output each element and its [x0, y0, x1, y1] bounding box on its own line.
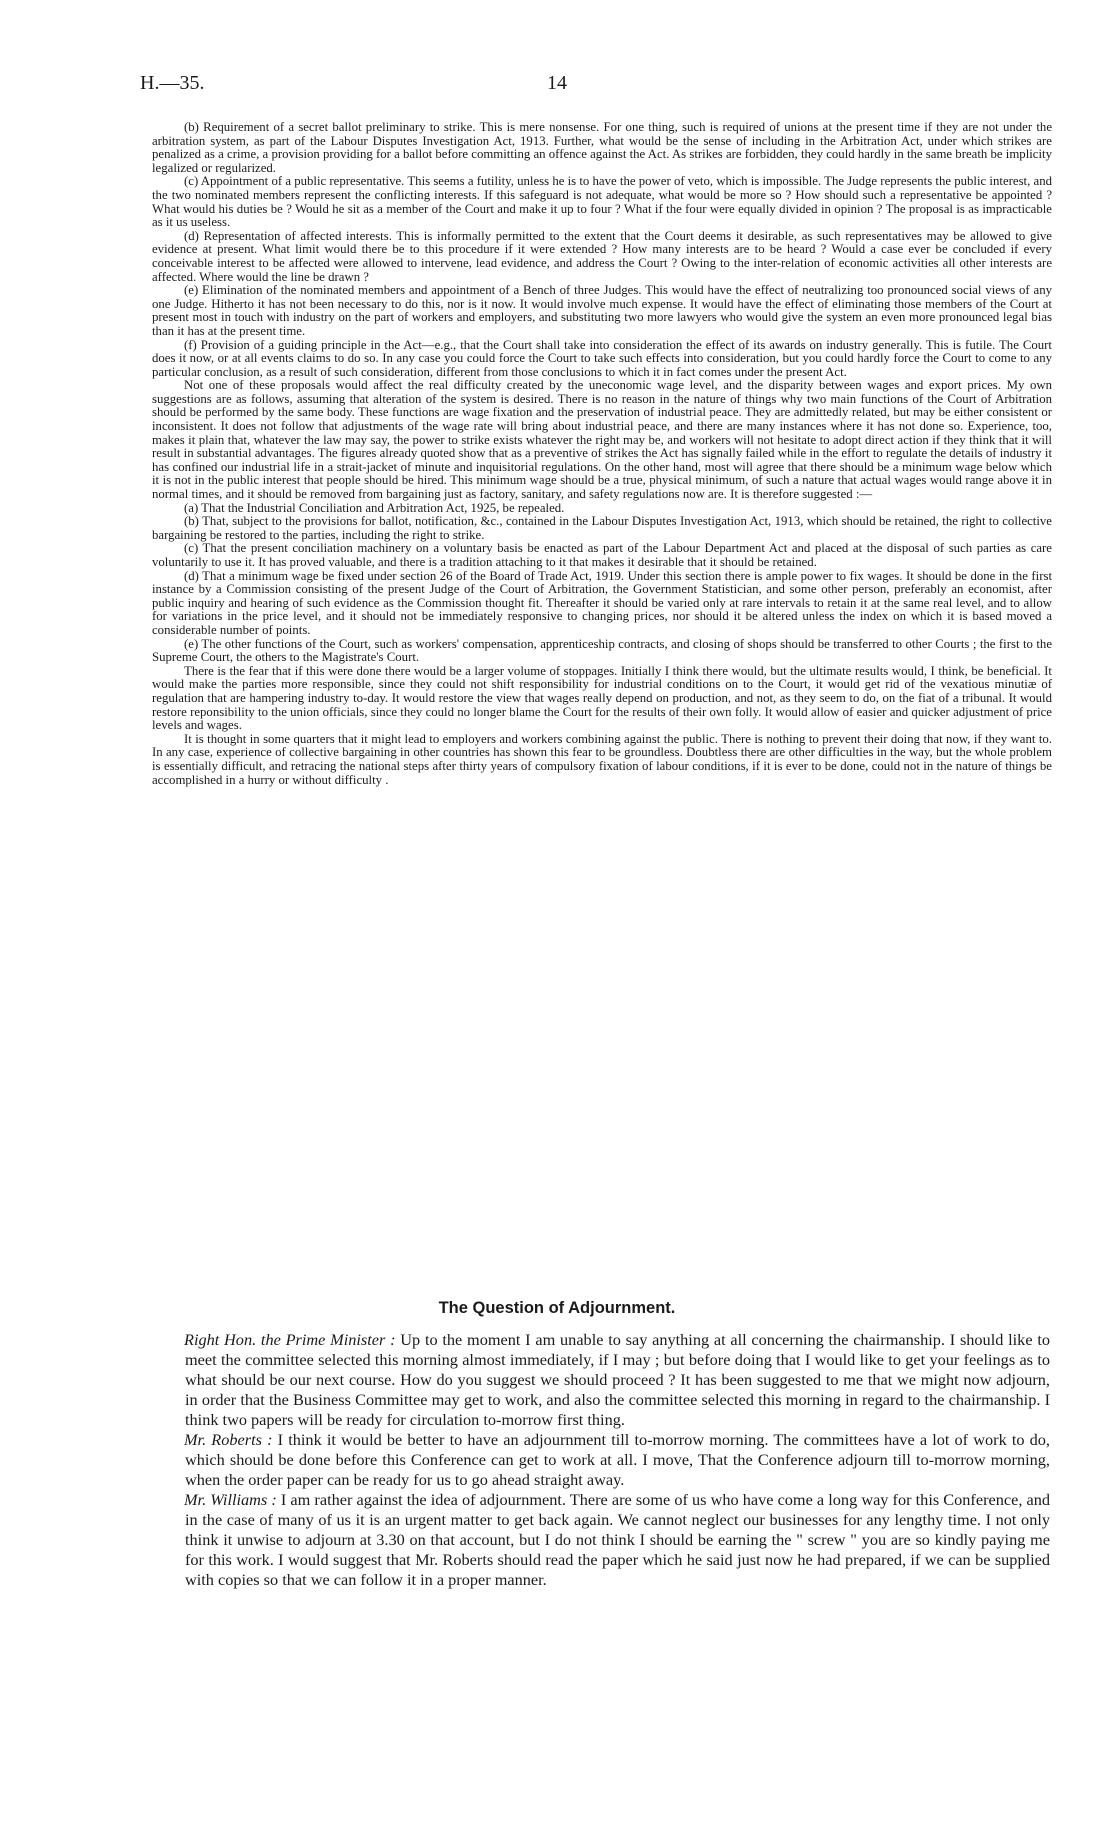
speaker-name: Mr. Williams : [184, 1490, 277, 1509]
paragraph: (e) Elimination of the nominated members and appointment of a Bench of three Judges. This would have the effect of neutralizing too pronounced social views of any one Judge. Hitherto it has not been necessary to do this, nor is it now. It would involve much expense. It would have the effect of eliminating those members of the Court at present most in touch with industry on the part of workers and employers, and substituting two more lawyers who would give the system an even more pronounced legal bias than it has at the present time. [152, 283, 1052, 338]
paragraph: (b) Requirement of a secret ballot preliminary to strike. This is mere nonsense. For one thing, such is required of unions at the present time if they are not under the arbitration system, as part of the Labour Disputes Investigation Act, 1913. Further, what would be the sense of including in the Arbitration Act, under which strikes are penalized as a crime, a provision providing for a ballot before committing an offence against the Act. As strikes are forbidden, they could hardly in the same breath be implicity legalized or regularized. [152, 120, 1052, 175]
document-reference: H.—35. [140, 72, 205, 94]
speech-text: I think it would be better to have an adjournment till to-morrow morning. The committees have a lot of work to do, which should be done before this Conference can get to work at all. I move, That the Conference adjourn till to-morrow morning, when the order paper can be ready for us to go ahead straight away. [185, 1430, 1051, 1489]
paragraph: (b) That, subject to the provisions for ballot, notification, &c., contained in the Labour Disputes Investigation Act, 1913, which should be retained, the right to collective bargaining be restored to the parties, including the right to strike. [152, 514, 1052, 542]
speech-text: I am rather against the idea of adjournment. There are some of us who have come a long way for this Conference, and in the case of many of us it is an urgent matter to get back again. We cannot neglect our businesses for any lengthy time. I not only think it unwise to adjourn at 3.30 on that account, but I do not think I should be earning the " screw " you are so kindly paying me for this work. I would suggest that Mr. Roberts should read the paper which he said just now he had prepared, if we can be supplied with copies so that we can follow it in a proper manner. [185, 1490, 1050, 1589]
speaker-name: Right Hon. the Prime Minister : [184, 1330, 396, 1349]
proceedings-body [185, 1330, 1050, 1590]
page-header [140, 72, 974, 102]
page-number: 14 [547, 72, 567, 94]
paragraph: (f) Provision of a guiding principle in the Act—e.g., that the Court shall take into consideration the effect of its awards on industry generally. This is futile. The Court does it now, or at all events claims to do so. In any case you could force the Court to take such effects into consideration, but you could hardly force the Court to come to any particular conclusion, as a result of such consideration, different from those conclusions to which it in fact comes under the present Act. [152, 337, 1052, 379]
speech-paragraph [185, 1430, 1050, 1490]
section-heading: The Question of Adjournment. [438, 1299, 676, 1317]
paragraph: Not one of these proposals would affect the real difficulty created by the uneconomic wage level, and the disparity between wages and export prices. My own suggestions are as follows, assuming that alteration of the system is desired. There is no reason in the nature of things why two main functions of the Court of Arbitration should be performed by the same body. These functions are wage fixation and the preservation of industrial peace. They are admittedly related, but may be either consistent or inconsistent. It does not follow that adjustments of the wage rate will bring about industrial peace, and there are many instances where it has not done so. Experience, too, makes it plain that, whatever the law may say, the power to strike exists whatever the right may be, and workers will not hesitate to adopt direct action if they think that it will result in substantial advantages. The figures already quoted show that as a preventive of strikes the Act has signally failed while in the effort to regulate the details of industry it has confined our industrial life in a strait-jacket of minute and inquisitorial regulations. On the other hand, most will agree that there should be a minimum wage below which it is not in the public interest that people should be hired. This minimum wage should be a true, physical minimum, of such a nature that actual wages would range above it in normal times, and it should be removed from bargaining just as factory, sanitary, and safety regulations now are. It is therefore suggested :— [152, 378, 1052, 502]
paragraph: (d) Representation of affected interests. This is informally permitted to the extent that the Court deems it desirable, as such representatives may be allowed to give evidence at present. What limit would there be to this procedure if it were extended ? How many interests are to be heard ? Would a case ever be concluded if every conceivable interest to be affected were allowed to intervene, lead evidence, and address the Court ? Owing to the inter-relation of economic activities all other interests are affected. Where would the line be drawn ? [152, 228, 1052, 284]
paragraph: (e) The other functions of the Court, such as workers' compensation, apprenticeship contracts, and closing of shops should be transferred to other Courts ; the first to the Supreme Court, the others to the Magistrate's Court. [152, 636, 1052, 665]
paragraph: There is the fear that if this were done there would be a larger volume of stoppages. Initially I think there would, but the ultimate results would, I think, be beneficial. It would make the parties more responsible, since they could not shift responsibility for industrial conditions on to the Court, it would get rid of the vexatious minutiæ of regulation that are hampering industry to-day. It would restore the view that wages really depend on production, and not, as they seem to do, on the fiat of a tribunal. It would restore reponsibility to the union officials, since they could no longer blame the Court for the results of their own folly. It would allow of easier and quicker adjustment of price levels and wages. [152, 663, 1052, 733]
speech-paragraph [185, 1490, 1050, 1590]
paragraph: (a) That the Industrial Conciliation and Arbitration Act, 1925, be repealed. [184, 500, 565, 515]
paragraph: (c) That the present conciliation machinery on a voluntary basis be enacted as part of the Labour Department Act and placed at the disposal of such parties as care voluntarily to use it. It has proved valuable, and there is a tradition attaching to it that makes it desirable that it should be retained. [152, 541, 1052, 569]
speaker-name: Mr. Roberts : [184, 1430, 273, 1449]
small-print-body [152, 121, 1052, 787]
paragraph: (c) Appointment of a public representative. This seems a futility, unless he is to have the power of veto, which is impossible. The Judge represents the public interest, and the two nominated members represent the conflicting interests. If this safeguard is not adequate, what would be more so ? How should such a representative be appointed ? What would his duties be ? Would he sit as a member of the Court and make it up to four ? What if the four were equally divided in opinion ? The proposal is as impracticable as it us useless. [152, 174, 1052, 230]
speech-text: Up to the moment I am unable to say anything at all concerning the chairmanship. I should like to meet the committee selected this morning almost immediately, if I may ; but before doing that I would like to get your feelings as to what should be our next course. How do you suggest we should proceed ? It has been suggested to me that we might now adjourn, in order that the Business Committee may get to work, and also the committee selected this morning in regard to the chairmanship. I think two papers will be ready for circulation to-morrow first thing. [185, 1330, 1050, 1429]
speech-paragraph [185, 1330, 1050, 1430]
paragraph: (d) That a minimum wage be fixed under section 26 of the Board of Trade Act, 1919. Under this section there is ample power to fix wages. It should be done in the first instance by a Commission consisting of the present Judge of the Court of Arbitration, the Government Statistician, and some other person, preferably an economist, after public inquiry and hearing of such evidence as the Commission thought fit. Thereafter it should be varied only at rare intervals to retain it at the same real level, and to allow for variations in the price level, and it should not be immediately responsive to changing prices, nor should it be altered unless the index on which it is based moved a considerable number of points. [152, 568, 1052, 637]
paragraph: It is thought in some quarters that it might lead to employers and workers combining against the public. There is nothing to prevent their doing that now, if they want to. In any case, experience of collective bargaining in other countries has shown this fear to be groundless. Doubtless there are other difficulties in the way, but the whole problem is essentially difficult, and retracing the national steps after thirty years of compulsory fixation of labour conditions, if it is ever to be done, could not in the nature of things be accomplished in a hurry or without difficulty . [152, 731, 1052, 787]
